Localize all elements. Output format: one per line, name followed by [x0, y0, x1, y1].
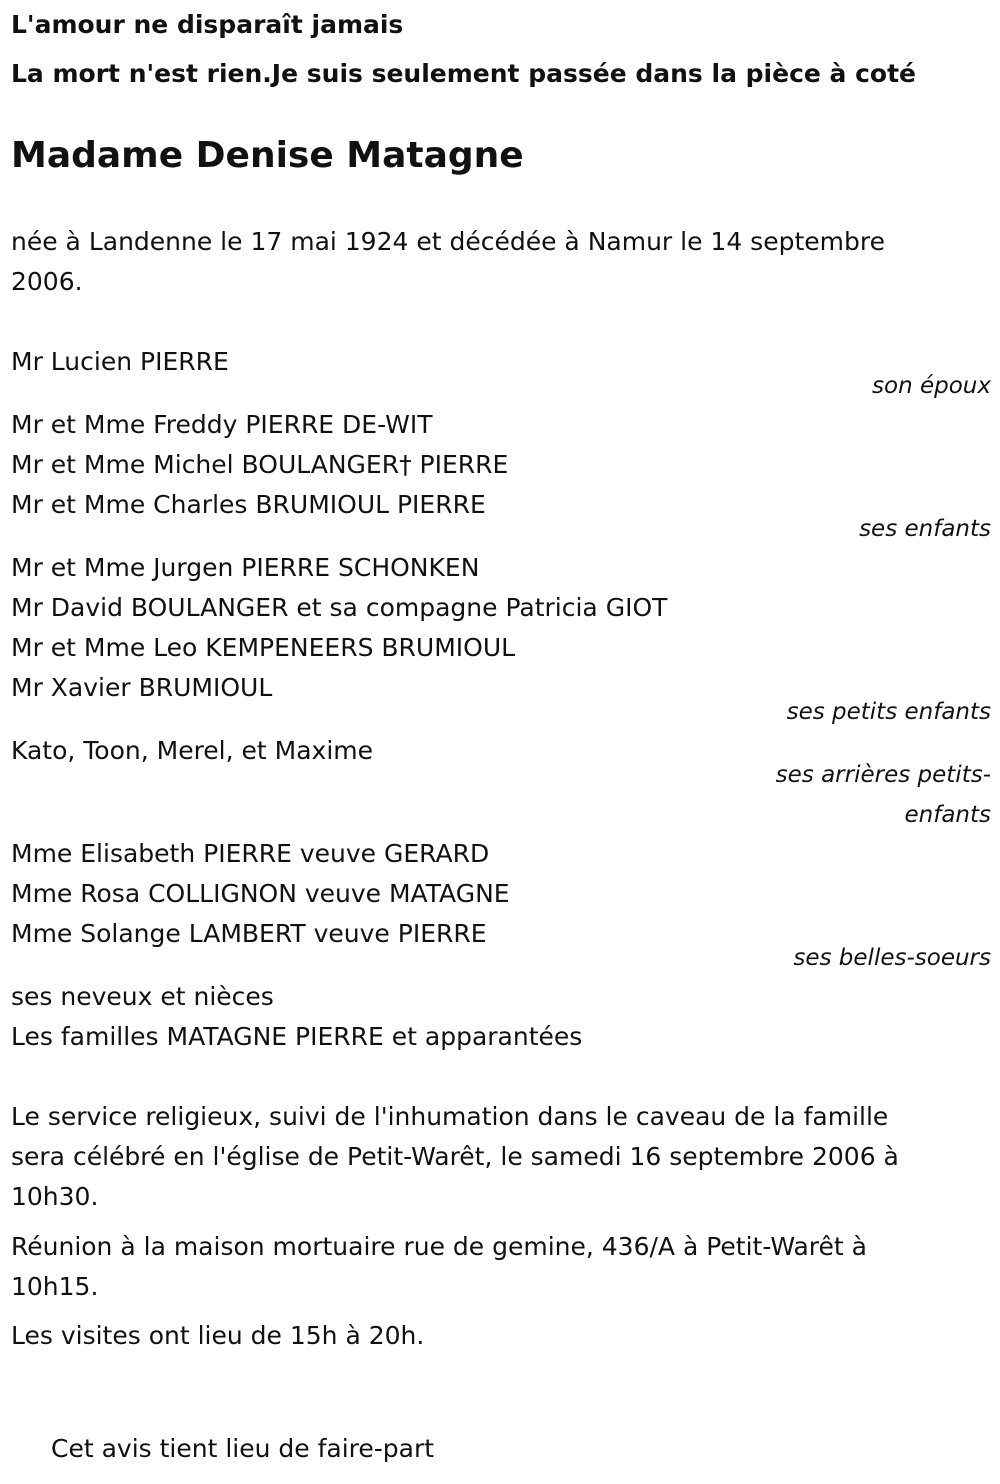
sister-in-law-name: Mme Solange LAMBERT veuve PIERRE — [11, 919, 487, 948]
sister-in-law-name: Mme Elisabeth PIERRE veuve GERARD — [11, 839, 490, 868]
grandchildren-names — [11, 548, 667, 708]
children-role: ses enfants — [859, 516, 991, 542]
child-name: Mr et Mme Freddy PIERRE DE-WIT — [11, 410, 433, 439]
grandchild-name: Mr et Mme Jurgen PIERRE SCHONKEN — [11, 553, 480, 582]
other-relatives — [11, 977, 582, 1057]
other-relatives-line: ses neveux et nièces — [11, 982, 274, 1011]
service-line-2: sera célébré en l'église de Petit-Warêt, le samedi 16 septembre 2006 à — [11, 1142, 899, 1171]
great-grandchildren-role — [776, 755, 991, 835]
spouse-role: son époux — [872, 373, 991, 399]
quote-line-2: La mort n'est rien.Je suis seulement passée dans la pièce à coté — [11, 59, 917, 88]
child-name: Mr et Mme Charles BRUMIOUL PIERRE — [11, 490, 486, 519]
spouse-name: Mr Lucien PIERRE — [11, 347, 229, 376]
children-names — [11, 405, 508, 525]
sisters-in-law-names — [11, 834, 510, 954]
grandchildren-role: ses petits enfants — [786, 699, 991, 725]
birth-death-line-1: née à Landenne le 17 mai 1924 et décédée à Namur le 14 septembre — [11, 227, 885, 256]
great-grandchildren-role-line-1: ses arrières petits- — [775, 762, 991, 788]
great-grandchildren-role-line-2: enfants — [904, 802, 991, 828]
service-text — [11, 1097, 899, 1217]
child-name: Mr et Mme Michel BOULANGER† PIERRE — [11, 450, 509, 479]
reunion-text — [11, 1227, 867, 1307]
birth-death-text — [11, 222, 885, 302]
sister-in-law-name: Mme Rosa COLLIGNON veuve MATAGNE — [11, 879, 510, 908]
footer-note: Cet avis tient lieu de faire-part — [51, 1434, 435, 1463]
service-line-1: Le service religieux, suivi de l'inhumation dans le caveau de la famille — [11, 1102, 889, 1131]
spouse-names — [11, 342, 229, 382]
birth-death-line-2: 2006. — [11, 267, 83, 296]
other-relatives-line: Les familles MATAGNE PIERRE et apparantées — [11, 1022, 583, 1051]
grandchild-name: Mr Xavier BRUMIOUL — [11, 673, 273, 702]
grandchild-name: Mr David BOULANGER et sa compagne Patricia GIOT — [11, 593, 668, 622]
quote-line-1: L'amour ne disparaît jamais — [11, 10, 404, 39]
visits-text: Les visites ont lieu de 15h à 20h. — [11, 1321, 425, 1350]
great-grandchild-names: Kato, Toon, Merel, et Maxime — [11, 736, 374, 765]
reunion-line-1: Réunion à la maison mortuaire rue de gemine, 436/A à Petit-Warêt à — [11, 1232, 867, 1261]
reunion-line-2: 10h15. — [11, 1272, 99, 1301]
service-line-3: 10h30. — [11, 1182, 99, 1211]
page-title: Madame Denise Matagne — [11, 135, 524, 176]
grandchild-name: Mr et Mme Leo KEMPENEERS BRUMIOUL — [11, 633, 516, 662]
great-grandchildren-names — [11, 731, 373, 771]
sisters-in-law-role: ses belles-soeurs — [793, 945, 991, 971]
